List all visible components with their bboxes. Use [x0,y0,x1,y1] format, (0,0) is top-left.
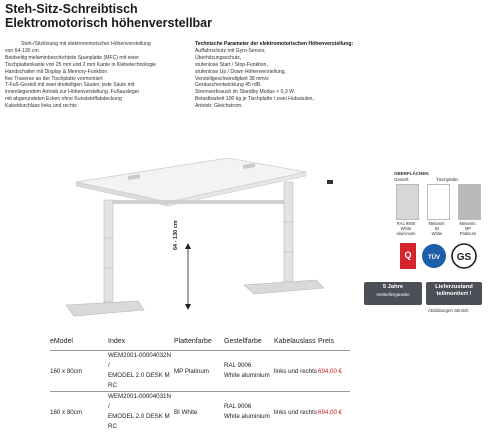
list-item: Überhitzungsschutz, [195,54,242,61]
model-cell: 160 x 80cm [50,351,108,392]
top-label: Tischplatte: [436,177,459,182]
list-item: Beidseitig melaminbeschichtete Spanplatte (MFC) mit einer [5,54,139,61]
price-table [50,336,350,432]
col-header: Gestellfarbe [224,337,262,345]
list-item: Auffahrschutz mit Gyro-Sensor, [195,47,266,54]
list-item: stufenlose Start / Stop-Funktion, [195,61,268,68]
frame-cell: RAL 9006 White aluminium [224,351,274,392]
svg-text:GS: GS [456,252,472,263]
top-swatch-platinum [458,184,481,220]
frame-swatch [396,184,419,220]
list-item: stufenlose Up / Down Höhenverstellung, [195,68,286,75]
surfaces-title: OBERFLÄCHEN [394,171,429,176]
price-cell: 694,00 € [318,351,350,392]
index-cell: WEM2001-00004031N / EMODEL 2.0 DESK M RC [108,392,174,432]
intro-text: Steh-/Sitzlösung mit elektromotorischer Höhenverstellung [21,41,151,47]
list-item: innenliegendem Antrieb zur Höhenverstellung. Fußausleger [5,89,140,96]
desk-illustration [48,150,348,335]
plate-cell: MP Platinum [174,351,224,392]
traverse [106,200,286,204]
price-cell: 694,00 € [318,392,350,432]
list-item: mit abgerundeten Ecken ohne Kunststoffabdeckung [5,96,122,103]
right-column [284,182,293,282]
left-column [104,200,113,302]
svg-text:Q: Q [404,250,412,260]
height-label: 64 - 130 cm [173,220,179,250]
table-row [50,351,350,392]
frame-cell: RAL 9006 White aluminium [224,392,274,432]
intro-text-2: von 64-130 cm [5,47,39,54]
cable-cell: links und rechts [274,392,318,432]
cable-cell: links und rechts [274,351,318,392]
tech-params-column [195,41,395,110]
col-header: Plattenfarbe [174,337,212,345]
list-item: Handschalter mit Display & Memory-Funktion [5,68,108,75]
list-item: T-Fuß-Gestell mit zwei dreiteiligen Säulen; jede Säule mit [5,82,135,89]
list-item: Belastbarkeit 100 kg je Tischplatte / zwei Hubsäulen, [195,96,314,103]
plate-cell: BI White [174,392,224,432]
top-swatch-white [427,184,450,220]
top-swatch-platinum-label: Melamin: MP Platinum [459,221,477,236]
delivery-badge: Lieferzustand teilmontiert ! [426,282,482,305]
frame-label: Gestell: [394,177,410,182]
col-header: Preis [318,337,334,345]
svg-text:TÜV: TÜV [428,255,440,261]
table-header [50,336,350,351]
title-line-2: Elektromotorisch höhenverstellbar [5,16,213,30]
model-cell: 160 x 80cm [50,392,108,432]
left-foot [66,301,144,316]
list-item: fixe Traverse an der Tischplatte vormontiert [5,75,103,82]
illustration-note: Abbildungen ähnlich [428,308,469,313]
list-item: Kabeldurchlass links und rechts [5,103,77,110]
list-item: Geräuschentwicklung 45 rdB. [195,82,262,89]
right-foot [244,280,324,294]
page-title [5,2,212,30]
col-header: Kabelauslass [274,337,316,345]
frame-swatch-label: RAL 9006 White aluminium [396,221,416,236]
table-row [50,392,350,432]
hand-control [327,180,333,184]
warranty-badge: 5 Jahre Herstellergarantie [364,282,422,305]
list-item: Tischplattenkante von 25 mm und 2 mm Kante in Klebetechnologie [5,61,157,68]
list-item: Antrieb: Gleichstrom. [195,103,243,110]
list-item: Stromverbrauch im Standby Modus < 0,3 W. [195,89,296,96]
top-swatch-white-label: Melamin: BI White [428,221,446,236]
description-column [5,41,188,110]
tech-params-heading: Technische Parameter der elektromotorischen Höhenverstellung: [195,41,354,47]
list-item: Verstellgeschwindigkeit 38 mm/s [195,75,269,82]
certification-logos [400,240,480,274]
title-line-1: Steh-Sitz-Schreibtisch [5,2,138,16]
col-header: Index [108,337,126,345]
index-cell: WEM2001-00004032N / EMODEL 2.0 DESK M RC [108,351,174,392]
col-header: eModel [50,337,73,345]
